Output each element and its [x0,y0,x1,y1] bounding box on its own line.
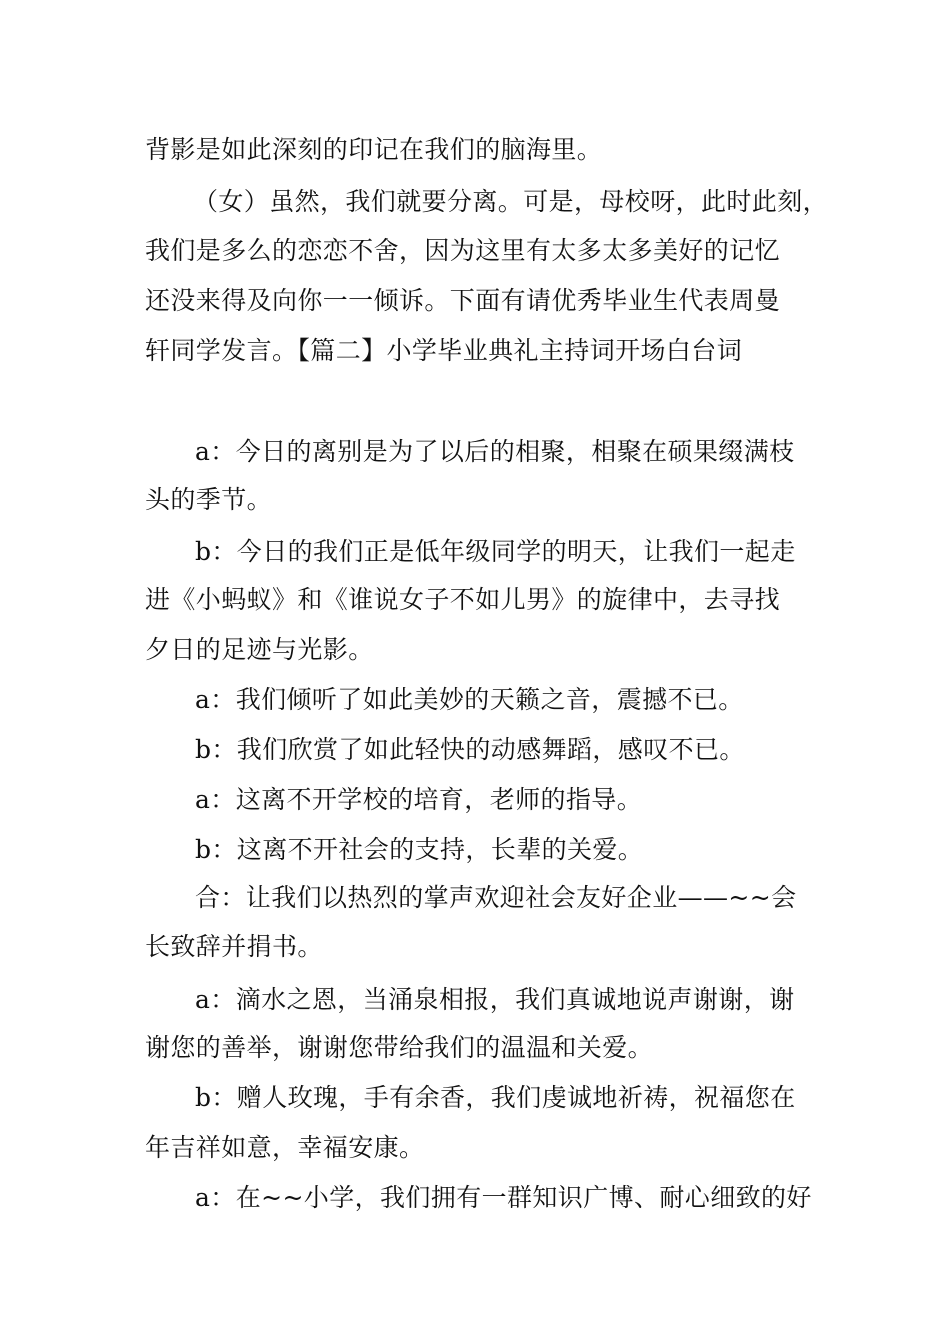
text-line: 还没来得及向你一一倾诉。下面有请优秀毕业生代表周曼 [145,286,781,315]
text-line: b：我们欣赏了如此轻快的动感舞蹈，感叹不已。 [195,735,745,764]
text-line: 谢您的善举，谢谢您带给我们的温温和关爱。 [145,1033,654,1062]
text-line: 轩同学发言。【篇二】小学毕业典礼主持词开场白台词 [145,336,743,365]
text-line: b：赠人玫瑰，手有余香，我们虔诚地祈祷，祝福您在 [195,1083,796,1112]
text-line: 我们是多么的恋恋不舍，因为这里有太多太多美好的记忆 [145,236,781,265]
text-line: 背影是如此深刻的印记在我们的脑海里。 [145,135,603,164]
text-line: a：滴水之恩，当涌泉相报，我们真诚地说声谢谢，谢 [195,985,795,1014]
text-line: 夕日的足迹与光影。 [145,635,374,664]
text-line: a：今日的离别是为了以后的相聚，相聚在硕果缀满枝 [195,437,795,466]
text-line: （女）虽然，我们就要分离。可是，母校呀，此时此刻， [193,187,829,216]
text-line: 年吉祥如意，幸福安康。 [145,1133,425,1162]
text-line: 长致辞并捐书。 [145,932,323,961]
text-line: a：在~~小学，我们拥有一群知识广博、耐心细致的好 [195,1183,812,1212]
text-line: a：这离不开学校的培育，老师的指导。 [195,785,643,814]
text-line: 进《小蚂蚁》和《谁说女子不如儿男》的旋律中，去寻找 [145,585,781,614]
text-line: 合：让我们以热烈的掌声欢迎社会友好企业——~~会 [195,883,797,912]
text-line: b：今日的我们正是低年级同学的明天，让我们一起走 [195,537,796,566]
text-line: a：我们倾听了如此美妙的天籁之音，震撼不已。 [195,685,744,714]
text-line: b：这离不开社会的支持，长辈的关爱。 [195,835,644,864]
text-line: 头的季节。 [145,485,273,514]
